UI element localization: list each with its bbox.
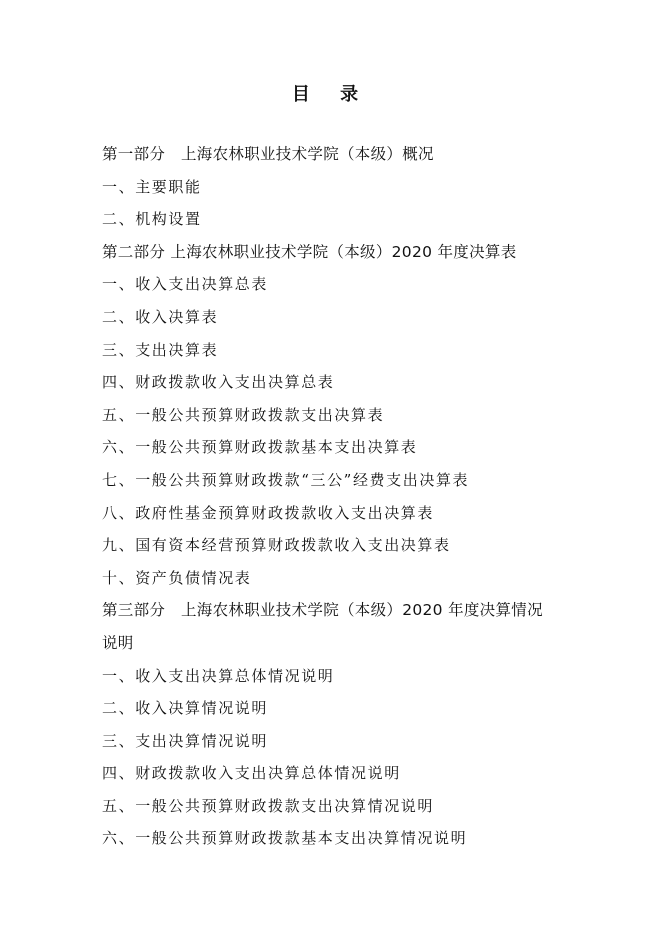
toc-item: 四、财政拨款收入支出决算总表	[102, 373, 335, 392]
toc-item: 四、财政拨款收入支出决算总体情况说明	[102, 764, 401, 783]
toc-item: 二、收入决算表	[102, 307, 219, 326]
toc-item: 二、收入决算情况说明	[102, 699, 269, 718]
toc-item: 三、支出决算表	[102, 340, 219, 359]
toc-title: 目 录	[291, 84, 371, 105]
toc-item: 六、一般公共预算财政拨款基本支出决算情况说明	[102, 829, 468, 848]
toc-item: 五、一般公共预算财政拨款支出决算表	[102, 405, 385, 424]
toc-item: 一、主要职能	[102, 177, 202, 196]
toc-item: 一、收入支出决算总体情况说明	[102, 666, 335, 685]
toc-item: 七、一般公共预算财政拨款“三公”经费支出决算表	[102, 470, 470, 489]
toc-item: 九、国有资本经营预算财政拨款收入支出决算表	[102, 536, 451, 555]
toc-item: 一、收入支出决算总表	[102, 275, 269, 294]
toc-part-heading: 第二部分 上海农林职业技术学院（本级）2020 年度决算表	[102, 242, 517, 261]
toc-part-heading: 第三部分 上海农林职业技术学院（本级）2020 年度决算情况	[102, 601, 543, 620]
toc-part-heading: 第一部分 上海农林职业技术学院（本级）概况	[102, 145, 434, 163]
toc-item: 八、政府性基金预算财政拨款收入支出决算表	[102, 503, 435, 522]
toc-item: 十、资产负债情况表	[102, 568, 252, 587]
table-of-contents	[102, 138, 582, 855]
toc-item: 二、机构设置	[102, 210, 202, 229]
toc-item: 六、一般公共预算财政拨款基本支出决算表	[102, 438, 418, 457]
toc-item: 五、一般公共预算财政拨款支出决算情况说明	[102, 796, 435, 815]
toc-item: 三、支出决算情况说明	[102, 731, 269, 750]
toc-part-heading-continuation: 说明	[102, 633, 134, 652]
